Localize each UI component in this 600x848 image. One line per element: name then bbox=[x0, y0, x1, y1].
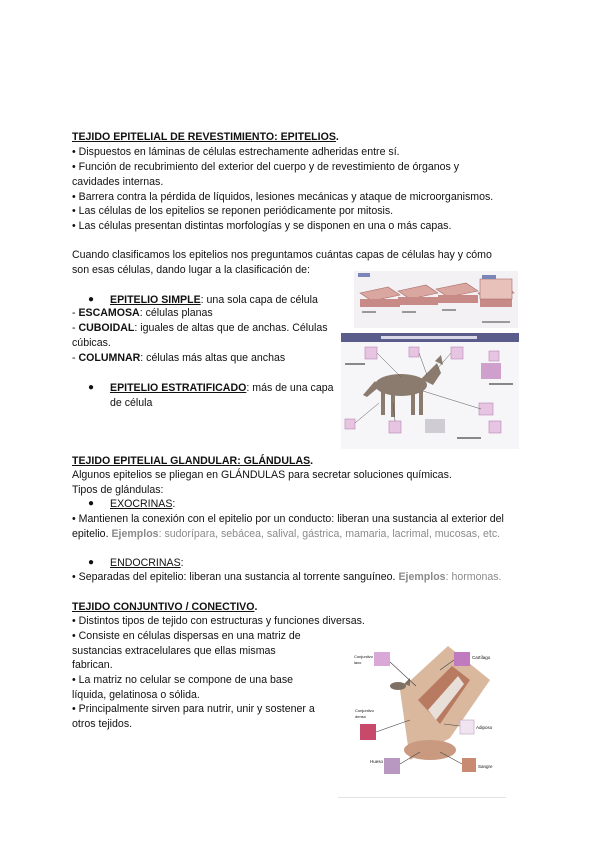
figure-label: Cartílago bbox=[472, 655, 491, 660]
figure-label: Conjuntivo laxo bbox=[354, 654, 373, 665]
exocrinas-line: • Mantienen la conexión con el epitelio por un conducto: liberan una sustancia al exterior del bbox=[72, 513, 504, 525]
conjuntivo-line: sustancias extracelulares que ellas mismas bbox=[72, 645, 276, 657]
columnar-line: - COLUMNAR: células más altas que anchas bbox=[72, 352, 286, 364]
bullet-dot: ● bbox=[88, 557, 95, 568]
epithelium-locations-image bbox=[341, 333, 519, 449]
bullet-line: cavidades internas. bbox=[72, 176, 164, 188]
epithelium-types-image bbox=[354, 271, 518, 328]
endocrinas-heading: ENDOCRINAS: bbox=[110, 557, 184, 569]
estratificado-line-2: de célula bbox=[110, 397, 153, 409]
epithelium-blocks-illustration bbox=[354, 271, 518, 328]
divider bbox=[338, 797, 506, 798]
bullet-dot: ● bbox=[88, 498, 95, 509]
conjuntivo-line: • Principalmente sirven para nutrir, unir y sostener a bbox=[72, 703, 315, 715]
wolf-epithelium-illustration bbox=[341, 333, 519, 449]
section-title-conjuntivo: TEJIDO CONJUNTIVO / CONECTIVO. bbox=[72, 601, 258, 613]
figure-label: Conjuntivo denso bbox=[355, 708, 374, 719]
bullet-line: • Barrera contra la pérdida de líquidos, lesiones mecánicas y ataque de microorganismos. bbox=[72, 191, 494, 203]
cuboidal-line-2: cúbicas. bbox=[72, 337, 111, 349]
bullet-dot: ● bbox=[88, 382, 95, 393]
figure-label: Sangre bbox=[478, 764, 493, 769]
conjuntivo-line: líquida, gelatinosa o sólida. bbox=[72, 689, 200, 701]
estratificado-heading: EPITELIO ESTRATIFICADO: más de una capa bbox=[110, 382, 334, 394]
conjuntivo-line: • Distintos tipos de tejido con estructuras y funciones diversas. bbox=[72, 615, 365, 627]
simple-heading: EPITELIO SIMPLE: una sola capa de célula bbox=[110, 294, 318, 306]
connective-tissue-image bbox=[340, 640, 506, 780]
exocrinas-examples-line: epitelio. Ejemplos: sudorípara, sebácea, salival, gástrica, mamaria, lacrimal, mucosas, etc. bbox=[72, 528, 501, 540]
cuboidal-line: - CUBOIDAL: iguales de altas que de anchas. Células bbox=[72, 322, 328, 334]
bullet-line: • Las células de los epitelios se reponen periódicamente por mitosis. bbox=[72, 205, 394, 217]
exocrinas-heading: EXOCRINAS: bbox=[110, 498, 176, 510]
figure-label: Hueso bbox=[370, 759, 384, 764]
glandulas-types-line: Tipos de glándulas: bbox=[72, 484, 164, 496]
bullet-line: • Función de recubrimiento del exterior del cuerpo y de revestimiento de órganos y bbox=[72, 161, 460, 173]
bullet-line: • Dispuestos en láminas de células estrechamente adheridas entre sí. bbox=[72, 146, 400, 158]
intro-line: son esas células, dando lugar a la clasificación de: bbox=[72, 264, 310, 276]
escamosa-line: - ESCAMOSA: células planas bbox=[72, 307, 213, 319]
conjuntivo-line: otros tejidos. bbox=[72, 718, 133, 730]
glandulas-line: Algunos epitelios se pliegan en GLÁNDULAS para secretar soluciones químicas. bbox=[72, 469, 452, 481]
bullet-dot: ● bbox=[88, 294, 95, 305]
conjuntivo-line: • Consiste en células dispersas en una matriz de bbox=[72, 630, 301, 642]
intro-line: Cuando clasificamos los epitelios nos preguntamos cuántas capas de células hay y cómo bbox=[72, 249, 492, 261]
bullet-line: • Las células presentan distintas morfologías y se disponen en una o más capas. bbox=[72, 220, 452, 232]
conjuntivo-line: fabrican. bbox=[72, 659, 113, 671]
section-title-epitelios: TEJIDO EPITELIAL DE REVESTIMIENTO: EPITELIOS. bbox=[72, 131, 339, 143]
figure-label: Adiposo bbox=[476, 725, 493, 730]
conjuntivo-line: • La matriz no celular se compone de una base bbox=[72, 674, 294, 686]
endocrinas-line: • Separadas del epitelio: liberan una sustancia al torrente sanguíneo. Ejemplos: hormonas. bbox=[72, 571, 502, 583]
section-title-glandulas: TEJIDO EPITELIAL GLANDULAR: GLÁNDULAS. bbox=[72, 455, 314, 467]
